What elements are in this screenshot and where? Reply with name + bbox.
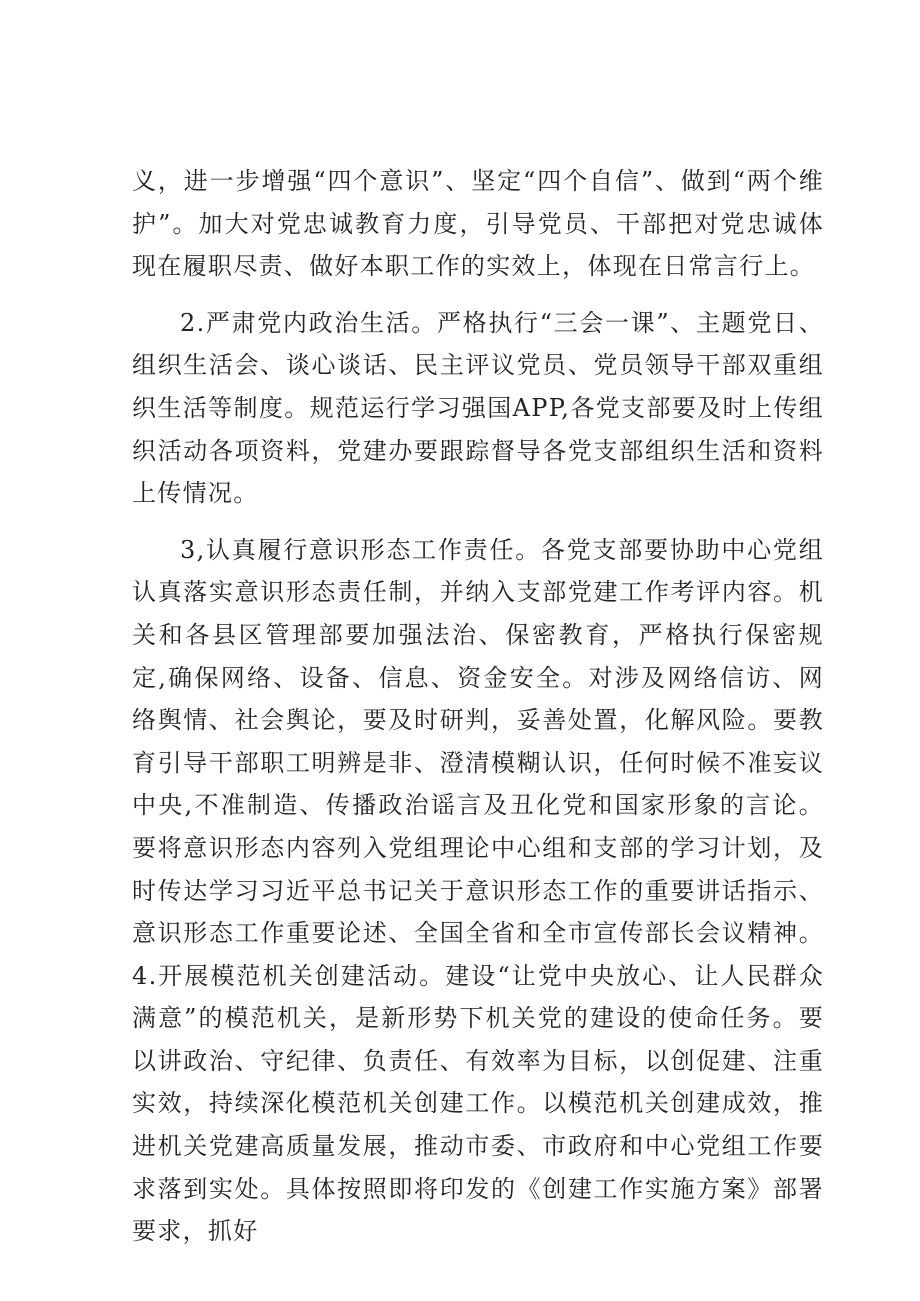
paragraph-continuation: 义，进一步增强“四个意识”、坚定“四个自信”、做到“两个维护”。加大对党忠诚教育力度，引导党员、干部把对党忠诚体现在履职尽责、做好本职工作的实效上，体现在日常言行上。 (132, 167, 824, 281)
paragraph-party-political-life: 2.严肃党内政治生活。严格执行“三会一课”、主题党日、组织生活会、谈心谈话、民主评议党员、党员领导干部双重组织生活等制度。规范运行学习强国APP,各党支部要及时上传组织活动各项资料，党建办要跟踪督导各党支部组织生活和资料上传情况。 (132, 308, 824, 508)
paragraph-ideology-responsibility: 3,认真履行意识形态工作责任。各党支部要协助中心党组认真落实意识形态责任制，并纳入支部党建工作考评内容。机关和各县区管理部要加强法治、保密教育，严格执行保密规定,确保网络、设备、信息、资金安全。对涉及网络信访、网络舆情、社会舆论，要及时研判，妥善处置，化解风险。要教育引导干部职工明辨是非、澄清模糊认识，任何时候不准妄议中央,不准制造、传播政治谣言及丑化党和国家形象的言论。要将意识形态内容列入党组理论中心组和支部的学习计划，及时传达学习习近平总书记关于意识形态工作的重要讲话指示、意识形态工作重要论述、全国全省和全市宣传部长会议精神。4.开展模范机关创建活动。建设“让党中央放心、让人民群众满意”的模范机关，是新形势下机关党的建设的使命任务。要以讲政治、守纪律、负责任、有效率为目标，以创促建、注重实效，持续深化模范机关创建工作。以模范机关创建成效，推进机关党建高质量发展，推动市委、市政府和中心党组工作要求落到实处。具体按照即将印发的《创建工作实施方案》部署要求，抓好 (132, 535, 824, 1246)
document-body (132, 160, 824, 1253)
